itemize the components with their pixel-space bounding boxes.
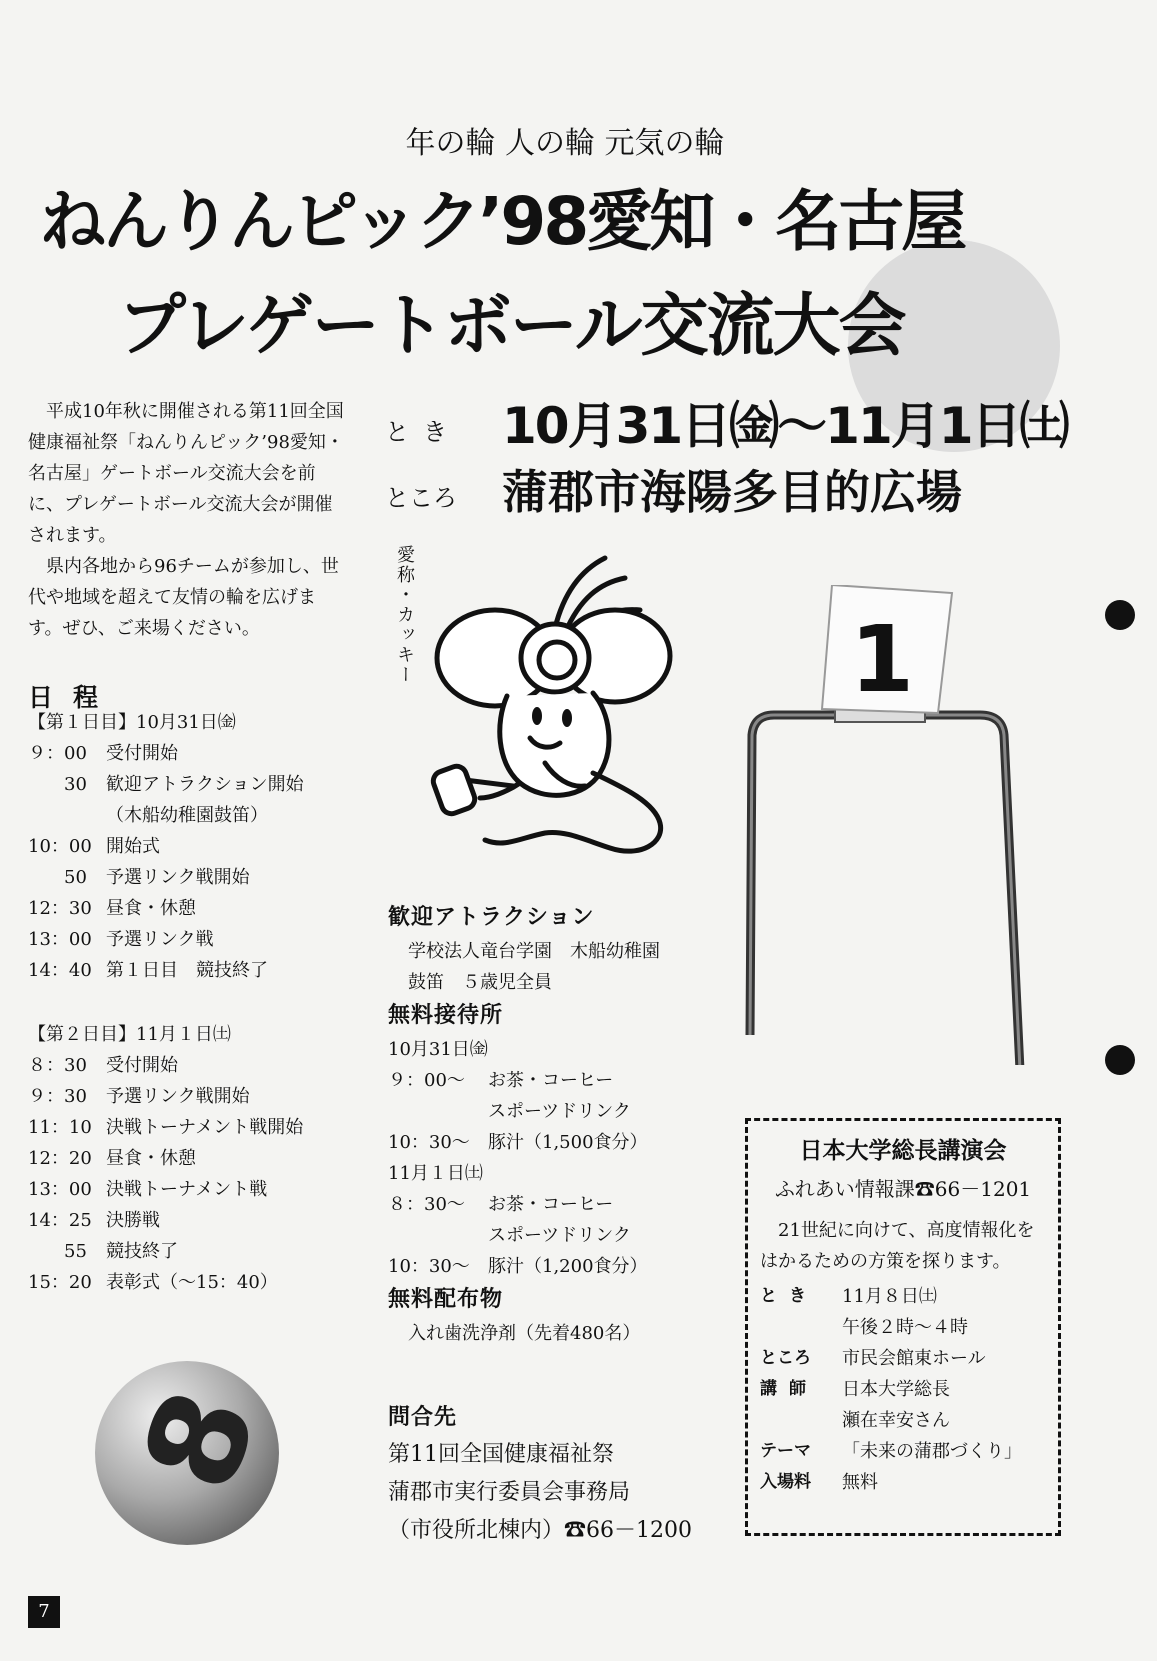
contact-block (388, 1400, 692, 1550)
event-date: 10月31日㈮～11月1日㈯ (502, 397, 1068, 455)
attraction-line: 鼓笛 ５歳児全員 (408, 972, 552, 993)
lecture-row: 講師 日本大学総長 (760, 1379, 950, 1400)
schedule-row: 14：25 決勝戦 (28, 1210, 160, 1231)
schedule-row: 11：10 決戦トーナメント戦開始 (28, 1117, 304, 1138)
tagline: 年の輪 人の輪 元気の輪 (405, 126, 725, 161)
intro-paragraph: 県内各地から96チームが参加し、世代や地域を超えて友情の輪を広げます。ぜひ、ご来場ください。 (28, 556, 339, 639)
contact-line: （市役所北棟内）☎66－1200 (388, 1518, 692, 1543)
event-venue: 蒲郡市海陽多目的広場 (502, 465, 962, 519)
lecture-contact: ふれあい情報課☎66－1201 (774, 1177, 1032, 1201)
schedule-day2 (28, 1019, 368, 1298)
day-header: 【第２日目】11月１日㈯ (28, 1024, 231, 1045)
attraction-line: 学校法人竜台学園 木船幼稚園 (408, 941, 660, 962)
schedule-row: 15：20 表彰式（～15：40） (28, 1272, 278, 1293)
schedule-row: 13：00 予選リンク戦 (28, 929, 214, 950)
schedule-row: ９：30 予選リンク戦開始 (28, 1086, 250, 1107)
reception-row: スポーツドリンク (488, 1101, 631, 1122)
schedule-row: 55 競技終了 (28, 1241, 178, 1262)
page-number: 7 (28, 1596, 60, 1628)
schedule-title: 日程 (28, 683, 119, 712)
reception-row: 10：30～ 豚汁（1,500食分） (388, 1132, 648, 1153)
gate-number: 1 (849, 606, 914, 713)
mascot-illustration (425, 548, 675, 878)
contact-line: 第11回全国健康福祉祭 (388, 1442, 614, 1467)
day-header: 【第１日目】10月31日㈮ (28, 712, 236, 733)
reception-row: ９：00～ お茶・コーヒー (388, 1070, 614, 1091)
schedule-row: 14：40 第１日目 競技終了 (28, 960, 268, 981)
venue-label: ところ (385, 484, 457, 512)
date-label: とき (385, 418, 461, 446)
reception-date: 11月１日㈯ (388, 1163, 483, 1184)
lecture-row: とき 11月８日㈯ (760, 1286, 937, 1307)
reception-row: ８：30～ お茶・コーヒー (388, 1194, 614, 1215)
schedule-row: 30 歓迎アトラクション開始 (28, 774, 304, 795)
lecture-row: 瀬在幸安さん (842, 1410, 950, 1431)
schedule-row: 10：00 開始式 (28, 836, 160, 857)
main-title: ねんりんピック’98愛知・名古屋 (40, 183, 965, 260)
mascot-nickname: 愛称・カッキー (394, 545, 415, 685)
intro-paragraph: 平成10年秋に開催される第11回全国健康福祉祭「ねんりんピック’98愛知・名古屋」ゲートボール交流大会を前に、プレゲートボール交流大会が開催されます。 (28, 401, 344, 546)
reception-row: スポーツドリンク (488, 1225, 631, 1246)
binder-hole (1105, 600, 1135, 630)
binder-hole (1105, 1045, 1135, 1075)
distribution-item: 入れ歯洗浄剤（先着480名） (408, 1323, 641, 1344)
ball-number: 8 (113, 1371, 287, 1509)
reception-date: 10月31日㈮ (388, 1039, 488, 1060)
reception-title: 無料接待所 (388, 1003, 504, 1028)
lecture-description: 21世紀に向けて、高度情報化をはかるための方策を探ります。 (760, 1220, 1035, 1272)
lecture-row: 午後２時～４時 (842, 1317, 968, 1338)
schedule-row: ８：30 受付開始 (28, 1055, 178, 1076)
main-subtitle: プレゲートボール交流大会 (118, 287, 905, 366)
contact-title: 問合先 (388, 1405, 458, 1430)
schedule-row: ９：00 受付開始 (28, 743, 178, 764)
info-column (388, 900, 728, 1349)
reception-row: 10：30～ 豚汁（1,200食分） (388, 1256, 648, 1277)
attraction-title: 歓迎アトラクション (388, 905, 595, 930)
intro-text (28, 396, 348, 644)
schedule-row: 12：30 昼食・休憩 (28, 898, 196, 919)
schedule-row: 12：20 昼食・休憩 (28, 1148, 196, 1169)
lecture-row: ところ 市民会館東ホール (760, 1348, 986, 1369)
lecture-row: 入場料 無料 (760, 1472, 878, 1493)
lecture-row: テーマ 「未来の蒲郡づくり」 (760, 1441, 1022, 1462)
lecture-title: 日本大学総長講演会 (799, 1137, 1007, 1164)
schedule-row: 13：00 決戦トーナメント戦 (28, 1179, 268, 1200)
schedule-row: 50 予選リンク戦開始 (28, 867, 250, 888)
lecture-box (745, 1118, 1061, 1536)
distribution-title: 無料配布物 (388, 1287, 504, 1312)
schedule-day1 (28, 707, 368, 986)
schedule-row: （木船幼稚園鼓笛） (106, 805, 268, 826)
contact-line: 蒲郡市実行委員会事務局 (388, 1480, 631, 1505)
